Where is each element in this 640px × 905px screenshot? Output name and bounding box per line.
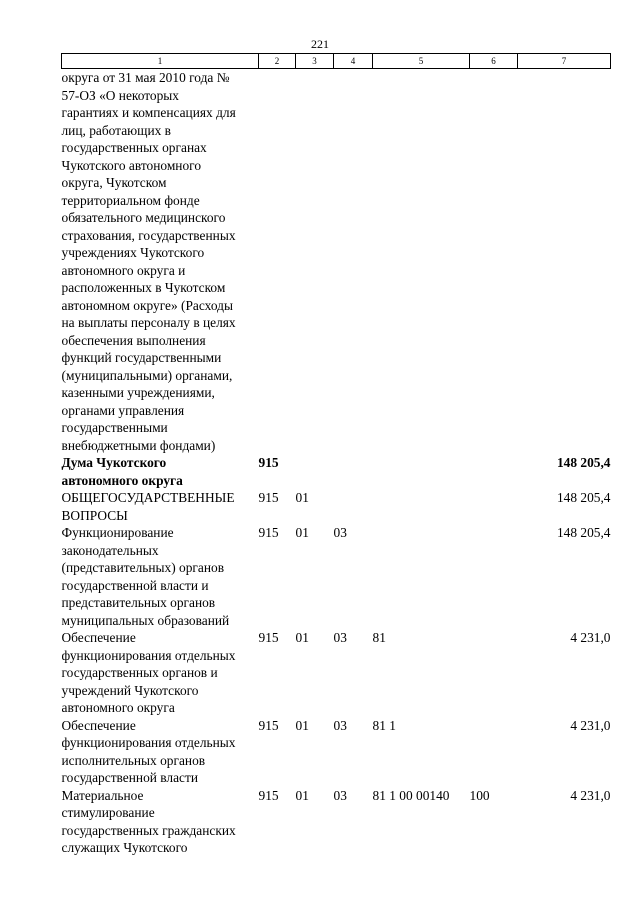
target-article-code bbox=[373, 454, 470, 489]
section-code: 01 bbox=[295, 717, 309, 733]
ministry-code: 915 bbox=[258, 630, 279, 645]
row-name: Дума Чукотского автономного округа bbox=[61, 455, 183, 488]
row-name: Обеспечение функционирования отдельных государственных органов и учреждений Чукотского автономного округа bbox=[61, 630, 236, 715]
expense-type-code bbox=[470, 69, 518, 455]
row-name: ОБЩЕГОСУДАРСТВЕННЫЕ ВОПРОСЫ bbox=[61, 490, 235, 523]
section-code bbox=[296, 69, 334, 455]
amount-value: 4 231,0 bbox=[570, 630, 611, 645]
target-article-code bbox=[373, 69, 470, 455]
ministry-code: 915 bbox=[258, 717, 279, 733]
target-article-code: 81 bbox=[372, 630, 386, 645]
subsection-code bbox=[334, 489, 373, 524]
target-article-code bbox=[373, 524, 470, 629]
ministry-code: 915 bbox=[258, 455, 279, 470]
column-number: 4 bbox=[334, 54, 373, 69]
column-number: 1 bbox=[62, 54, 259, 69]
subsection-code bbox=[334, 69, 373, 455]
expense-type-code bbox=[470, 717, 518, 787]
table-row bbox=[62, 787, 611, 857]
amount-value: 4 231,0 bbox=[570, 717, 611, 733]
column-number: 5 bbox=[373, 54, 470, 69]
expense-type-code bbox=[470, 454, 518, 489]
column-number-row bbox=[62, 54, 611, 69]
subsection-code: 03 bbox=[333, 525, 347, 540]
ministry-code: 915 bbox=[258, 787, 279, 803]
section-code bbox=[296, 454, 334, 489]
ministry-code: 915 bbox=[258, 490, 279, 505]
expense-type-code bbox=[470, 524, 518, 629]
target-article-code: 81 1 00 00140 bbox=[372, 787, 450, 803]
subsection-code bbox=[334, 454, 373, 489]
column-number: 3 bbox=[296, 54, 334, 69]
section-code: 01 bbox=[295, 525, 309, 540]
target-article-code: 81 1 bbox=[372, 717, 396, 733]
target-article-code bbox=[373, 489, 470, 524]
table-row bbox=[62, 69, 611, 455]
row-name: Функционирование законодательных (представительных) органов государственной власти и представительных органов муниципальных образований bbox=[61, 525, 230, 628]
page-number: 221 bbox=[311, 37, 329, 51]
table-row bbox=[62, 629, 611, 717]
ministry-code: 915 bbox=[258, 525, 279, 540]
amount-value bbox=[518, 69, 611, 455]
table-row bbox=[62, 524, 611, 629]
row-name: округа от 31 мая 2010 года № 57-ОЗ «О некоторых гарантиях и компенсациях для лиц, работающих в государственных органах Чукотского автономного округа, Чукотском территориальном фонде обязательного медицинского страхования, государственных учреждениях Чукотского автономного округа и расположенных в Чукотском автономном округе» (Расходы на выплаты персоналу в целях обеспечения выполнения функций государственными (муниципальными) органами, казенными учреждениями, органами управления государственными внебюджетными фондами) bbox=[61, 70, 236, 453]
table-row bbox=[62, 717, 611, 787]
amount-value: 148 205,4 bbox=[556, 525, 611, 540]
subsection-code: 03 bbox=[333, 787, 347, 803]
ministry-code bbox=[259, 69, 296, 455]
subsection-code: 03 bbox=[333, 630, 347, 645]
column-number: 6 bbox=[470, 54, 518, 69]
budget-table bbox=[61, 53, 611, 857]
column-number: 7 bbox=[518, 54, 611, 69]
row-name: Обеспечение функционирования отдельных исполнительных органов государственной власти bbox=[61, 717, 236, 785]
section-code: 01 bbox=[295, 630, 309, 645]
amount-value: 148 205,4 bbox=[556, 490, 611, 505]
table-row bbox=[62, 454, 611, 489]
subsection-code: 03 bbox=[333, 717, 347, 733]
expense-type-code: 100 bbox=[469, 787, 490, 803]
expense-type-code bbox=[470, 629, 518, 717]
amount-value: 148 205,4 bbox=[556, 455, 611, 470]
table-row bbox=[62, 489, 611, 524]
section-code: 01 bbox=[295, 490, 309, 505]
row-name: Материальное стимулирование государственных гражданских служащих Чукотского bbox=[61, 787, 236, 855]
section-code: 01 bbox=[295, 787, 309, 803]
expense-type-code bbox=[470, 489, 518, 524]
column-number: 2 bbox=[259, 54, 296, 69]
amount-value: 4 231,0 bbox=[570, 787, 611, 803]
